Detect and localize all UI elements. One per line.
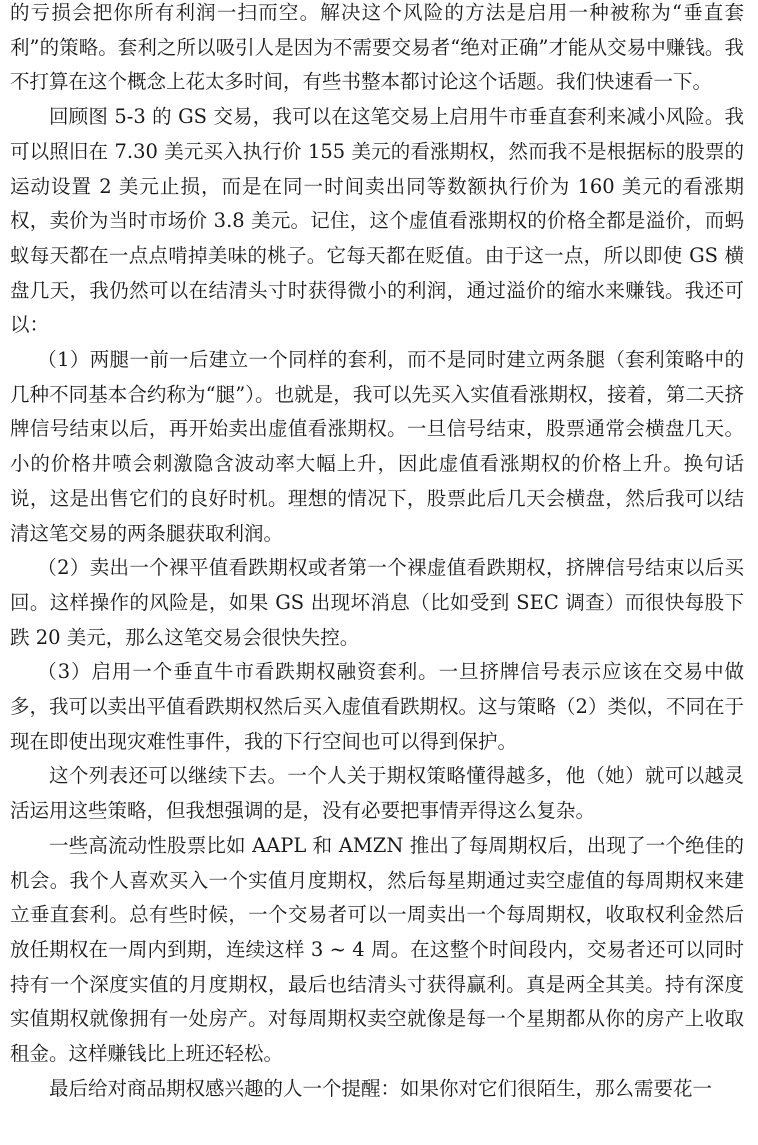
list-item-1-legging-spread: （1）两腿一前一后建立一个同样的套利，而不是同时建立两条腿（套利策略中的几种不同基本合约称为“腿”）。也就是，我可以先买入实值看涨期权，接着，第二天挤牌信号结束以后，再开始卖出虚值看涨期权。一旦信号结束，股票通常会横盘几天。小的价格井喷会刺激隐含波动率大幅上升，因此虚值看涨期权的价格上升。换句话说，这是出售它们的良好时机。理想的情况下，股票此后几天会横盘，然后我可以结清这笔交易的两条腿获取利润。 [10, 348, 744, 545]
paragraph-list-continues: 这个列表还可以继续下去。一个人关于期权策略懂得越多，他（她）就可以越灵活运用这些策略，但我想强调的是，没有必要把事情弄得这么复杂。 [10, 764, 744, 823]
list-item-3-bull-put-spread: （3）启用一个垂直牛市看跌期权融资套利。一旦挤牌信号表示应该在交易中做多，我可以卖出平值看跌期权然后买入虚值看跌期权。这与策略（2）类似，不同在于现在即使出现灾难性事件，我的下行空间也可以得到保护。 [10, 660, 744, 753]
list-item-2-naked-put: （2）卖出一个裸平值看跌期权或者第一个裸虚值看跌期权，挤牌信号结束以后买回。这样操作的风险是，如果 GS 出现坏消息（比如受到 SEC 调查）而很快每股下跌 20 美元，那么这笔交易会很快失控。 [10, 556, 744, 649]
paragraph-commodity-reminder: 最后给对商品期权感兴趣的人一个提醒：如果你对它们很陌生，那么需要花一 [49, 1076, 713, 1100]
paragraph-gs-bull-vertical: 回顾图 5-3 的 GS 交易，我可以在这笔交易上启用牛市垂直套利来减小风险。我可以照旧在 7.30 美元买入执行价 155 美元的看涨期权，然而我不是根据标的股票的运动设置 2 美元止损，而是在同一时间卖出同等数额执行价为 160 美元的看涨期权，卖价为当时市场价 3.8 美元。记住，这个虚值看涨期权的价格全都是溢价，而蚂蚁每天都在一点点啃掉美味的桃子。它每天都在贬值。由于这一点，所以即使 GS 横盘几天，我仍然可以在结清头寸时获得微小的利润，通过溢价的缩水来赚钱。我还可以： [10, 105, 744, 337]
paragraph-weekly-options: 一些高流动性股票比如 AAPL 和 AMZN 推出了每周期权后，出现了一个绝佳的机会。我个人喜欢买入一个实值月度期权，然后每星期通过卖空虚值的每周期权来建立垂直套利。总有些时候，一个交易者可以一周卖出一个每周期权，收取权利金然后放任期权在一周内到期，连续这样 3 ~ 4 周。在这整个时间段内，交易者还可以同时持有一个深度实值的月度期权，最后也结清头寸获得赢利。真是两全其美。持有深度实值期权就像拥有一处房产。对每周期权卖空就像是每一个星期都从你的房产上收取租金。这样赚钱比上班还轻松。 [10, 833, 744, 1066]
paragraph-continuation: 的亏损会把你所有利润一扫而空。解决这个风险的方法是启用一种被称为“垂直套利”的策略。套利之所以吸引人是因为不需要交易者“绝对正确”才能从交易中赚钱。我不打算在这个概念上花太多时间，有些书整本都讨论这个话题。我们快速看一下。 [10, 1, 744, 94]
